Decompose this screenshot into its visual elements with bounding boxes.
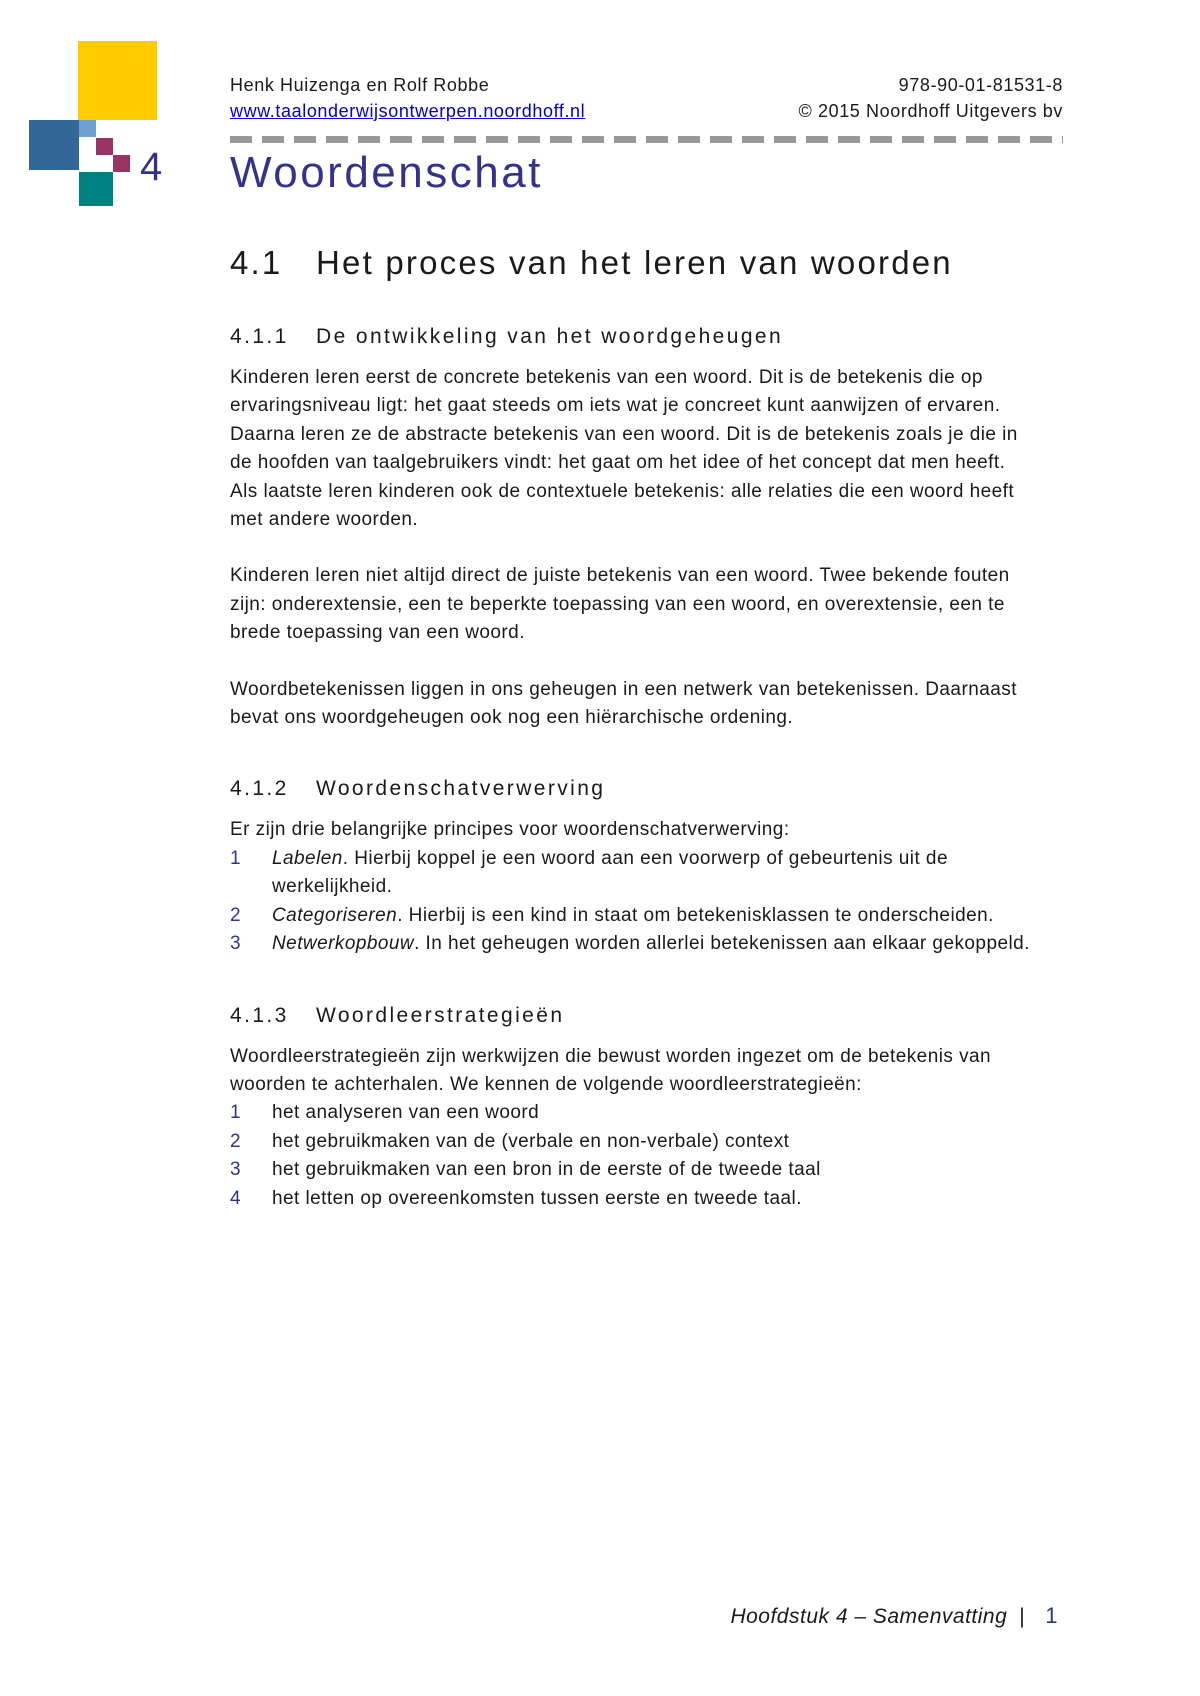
list-number: 2 xyxy=(230,1130,242,1152)
paragraph: Kinderen leren eerst de concrete betekenis van een woord. Dit is de betekenis die op ervaringsniveau ligt: het gaat steeds om iets wat je concreet kunt aanwijzen of ervaren. Daarna leren ze de abstracte betekenis van een woord. Dit is de betekenis zoals je die in de hoofden van taalgebruikers vindt: het gaat om het idee of het concept dat men heeft. Als laatste leren kinderen ook de contextuele betekenis: alle relaties die een woord heeft met andere woorden. xyxy=(230,367,1018,531)
logo-block-yellow xyxy=(78,41,157,120)
logo-block-teal xyxy=(79,172,113,206)
list-item xyxy=(230,1128,1030,1156)
footer-text: Hoofdstuk 4 – Samenvatting xyxy=(730,1605,1008,1628)
list-item xyxy=(230,902,1030,930)
section-title: Het proces van het leren van woorden xyxy=(316,244,953,281)
list-item xyxy=(230,1099,1030,1127)
subsection-number: 4.1.3 xyxy=(230,1003,289,1027)
list-number: 2 xyxy=(230,904,242,926)
list-number: 3 xyxy=(230,1159,242,1181)
paragraph: Kinderen leren niet altijd direct de juiste betekenis van een woord. Twee bekende fouten zijn: onderextensie, een te beperkte toepassing van een woord, en overextensie, een te brede toepassing van een woord. xyxy=(230,565,1010,644)
footer-separator: | xyxy=(1019,1605,1026,1628)
list-item xyxy=(230,845,1030,902)
strategies-list xyxy=(230,1099,1030,1213)
header-right xyxy=(799,72,1063,124)
list-number: 3 xyxy=(230,933,242,955)
subsection-heading-2 xyxy=(230,774,1030,804)
logo-block-lightblue xyxy=(79,120,96,137)
subsection-number: 4.1.2 xyxy=(230,777,289,801)
subsection-heading-1 xyxy=(230,322,1030,352)
header-authors: Henk Huizenga en Rolf Robbe xyxy=(230,75,490,95)
header-dashed-rule xyxy=(230,136,1063,143)
section-number: 4.1 xyxy=(230,244,283,281)
list-intro: Woordleerstrategieën zijn werkwijzen die bewust worden ingezet om de betekenis van woorden te achterhalen. We kennen de volgende woordleerstrategieën: xyxy=(230,1045,992,1095)
paragraph: Woordbetekenissen liggen in ons geheugen in een netwerk van betekenissen. Daarnaast bevat ons woordgeheugen ook nog een hiërarchische ordening. xyxy=(230,678,1017,729)
chapter-number: 4 xyxy=(140,145,163,189)
logo-block-purple-1 xyxy=(96,138,113,155)
list-number: 1 xyxy=(230,1102,242,1124)
list-text: . In het geheugen worden allerlei betekenissen aan elkaar gekoppeld. xyxy=(414,933,1030,955)
list-term: Categoriseren xyxy=(272,904,398,926)
principles-list xyxy=(230,845,1030,959)
chapter-title: Woordenschat xyxy=(230,148,543,197)
list-text: het gebruikmaken van de (verbale en non-verbale) context xyxy=(272,1130,790,1152)
page-number: 1 xyxy=(1045,1603,1058,1628)
list-number: 4 xyxy=(230,1187,242,1209)
list-text: het letten op overeenkomsten tussen eerste en tweede taal. xyxy=(272,1187,802,1209)
list-text: het gebruikmaken van een bron in de eerste of de tweede taal xyxy=(272,1159,821,1181)
subsection-title: Woordleerstrategieën xyxy=(316,1003,565,1027)
page-footer xyxy=(730,1603,1058,1629)
list-term: Netwerkopbouw xyxy=(272,933,415,955)
subsection-title: De ontwikkeling van het woordgeheugen xyxy=(316,325,784,348)
header-isbn: 978-90-01-81531-8 xyxy=(898,75,1063,95)
subsection-heading-3 xyxy=(230,1001,1030,1031)
logo-block-blue xyxy=(29,120,79,170)
main-content xyxy=(230,240,1030,1213)
subsection-number: 4.1.1 xyxy=(230,325,289,348)
list-term: Labelen xyxy=(272,847,343,869)
list-text: . Hierbij koppel je een woord aan een voorwerp of gebeurtenis uit de werkelijkheid. xyxy=(272,847,948,898)
list-item xyxy=(230,1156,1030,1184)
header-left xyxy=(230,72,585,124)
list-text: het analyseren van een woord xyxy=(272,1102,540,1124)
list-item xyxy=(230,1185,1030,1213)
list-item xyxy=(230,930,1030,958)
list-number: 1 xyxy=(230,847,242,869)
header-website-link[interactable]: www.taalonderwijsontwerpen.noordhoff.nl xyxy=(230,101,586,121)
list-intro: Er zijn drie belangrijke principes voor woordenschatverwerving: xyxy=(230,819,790,841)
logo-block-purple-2 xyxy=(113,155,130,172)
list-text: . Hierbij is een kind in staat om betekenisklassen te onderscheiden. xyxy=(397,904,994,926)
section-heading xyxy=(230,240,1030,286)
header-copyright: © 2015 Noordhoff Uitgevers bv xyxy=(798,101,1063,121)
subsection-title: Woordenschatverwerving xyxy=(316,777,606,801)
